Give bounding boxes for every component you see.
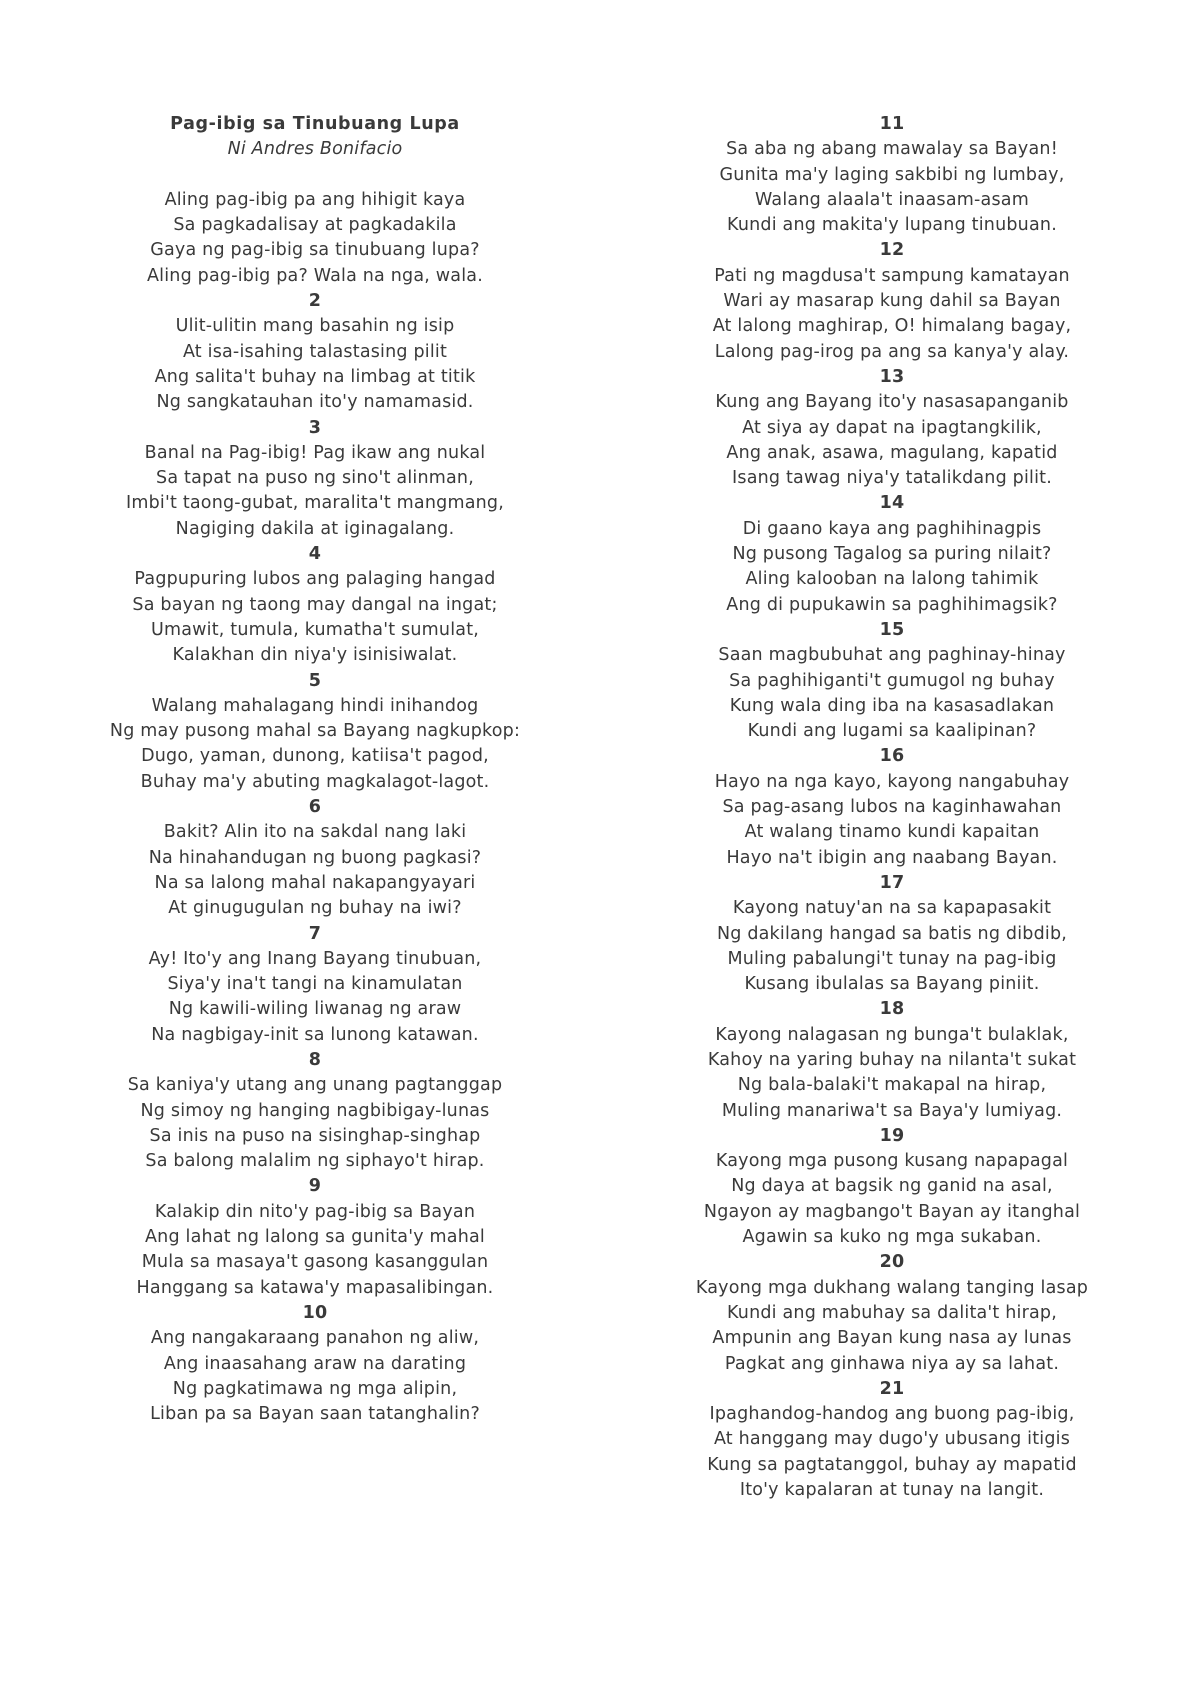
stanza-number: 12 — [879, 240, 905, 261]
poem-line: Ang inaasahang araw na darating — [163, 1353, 467, 1374]
poem-line: Kayong nalagasan ng bunga't bulaklak, — [715, 1024, 1069, 1045]
stanza-number: 20 — [879, 1252, 905, 1273]
stanza — [632, 238, 1152, 364]
stanza — [632, 744, 1152, 870]
poem-line: Kayong natuy'an na sa kapapasakit — [732, 898, 1052, 919]
stanza-number: 5 — [308, 670, 322, 691]
poem-line: Saan magbubuhat ang paghinay-hinay — [718, 645, 1066, 666]
poem-line: At walang tinamo kundi kapaitan — [744, 822, 1040, 843]
stanza-number: 18 — [879, 999, 905, 1020]
stanza — [60, 922, 570, 1048]
poem-line: Dugo, yaman, dunong, katiisa't pagod, — [141, 746, 489, 767]
poem-line: Agawin sa kuko ng mga sukaban. — [742, 1227, 1042, 1248]
poem-line: At lalong maghirap, O! himalang bagay, — [712, 316, 1072, 337]
stanza — [60, 795, 570, 921]
stanza — [60, 1174, 570, 1300]
stanza — [60, 289, 570, 415]
poem-line: At hanggang may dugo'y ubusang itigis — [713, 1429, 1071, 1450]
poem-line: Ampunin ang Bayan kung nasa ay lunas — [712, 1328, 1072, 1349]
stanza — [60, 669, 570, 795]
stanza-number: 8 — [308, 1049, 322, 1070]
poem-line: Isang tawag niya'y tatalikdang pilit. — [732, 468, 1052, 489]
poem-line: Pagpupuring lubos ang palaging hangad — [134, 569, 496, 590]
stanza-number: 14 — [879, 493, 905, 514]
poem-line: Wari ay masarap kung dahil sa Bayan — [723, 291, 1061, 312]
left-column — [60, 112, 570, 1427]
poem-line: Imbi't taong-gubat, maralita't mangmang, — [126, 493, 504, 514]
poem-line: Hayo na't ibigin ang naabang Bayan. — [726, 847, 1058, 868]
poem-line: Ng pusong Tagalog sa puring nilait? — [732, 544, 1052, 565]
stanzas-left — [60, 188, 570, 1428]
stanza-number: 13 — [879, 366, 905, 387]
poem-line: Ang anak, asawa, magulang, kapatid — [726, 442, 1058, 463]
poem-line: Ito'y kapalaran at tunay na langit. — [739, 1480, 1045, 1501]
poem-line: Sa pag-asang lubos na kaginhawahan — [722, 797, 1062, 818]
poem-line: Kundi ang makita'y lupang tinubuan. — [727, 215, 1057, 236]
poem-line: Ipaghandog-handog ang buong pag-ibig, — [709, 1404, 1075, 1425]
poem-line: Aling kalooban na lalong tahimik — [745, 569, 1039, 590]
stanza — [632, 1377, 1152, 1503]
poem-line: Kung sa pagtatanggol, buhay ay mapatid — [707, 1454, 1077, 1475]
poem-line: Na nagbigay-init sa lunong katawan. — [151, 1024, 479, 1045]
stanza — [632, 112, 1152, 238]
stanza — [632, 997, 1152, 1123]
poem-line: Ngayon ay magbango't Bayan ay itanghal — [703, 1201, 1081, 1222]
poem-line: Sa kaniya'y utang ang unang pagtanggap — [127, 1075, 503, 1096]
stanza-number: 21 — [879, 1378, 905, 1399]
poem-line: Ng simoy ng hanging nagbibigay-lunas — [140, 1100, 490, 1121]
poem-line: Na hinahandugan ng buong pagkasi? — [148, 847, 482, 868]
stanza-number: 4 — [308, 544, 322, 565]
poem-line: Walang alaala't inaasam-asam — [755, 189, 1029, 210]
poem-line: Umawit, tumula, kumatha't sumulat, — [150, 619, 480, 640]
stanza — [60, 188, 570, 289]
poem-line: Sa aba ng abang mawalay sa Bayan! — [726, 139, 1058, 160]
stanza — [60, 416, 570, 542]
stanza — [632, 618, 1152, 744]
poem-line: Kung ang Bayang ito'y nasasapanganib — [715, 392, 1069, 413]
poem-line: Kung wala ding iba na kasasadlakan — [729, 695, 1055, 716]
stanzas-right — [632, 112, 1152, 1503]
stanza-number: 19 — [879, 1125, 905, 1146]
poem-line: Siya'y ina't tangi na kinamulatan — [167, 974, 463, 995]
stanza — [632, 871, 1152, 997]
stanza — [632, 1124, 1152, 1250]
stanza — [632, 491, 1152, 617]
poem-line: Gaya ng pag-ibig sa tinubuang lupa? — [150, 240, 480, 261]
right-column — [632, 112, 1152, 1503]
poem-line: Pagkat ang ginhawa niya ay sa lahat. — [724, 1353, 1060, 1374]
poem-line: Ng dakilang hangad sa batis ng dibdib, — [716, 923, 1068, 944]
stanza — [632, 365, 1152, 491]
poem-line: Kahoy na yaring buhay na nilanta't sukat — [707, 1049, 1077, 1070]
stanza-number: 9 — [308, 1176, 322, 1197]
poem-line: Aling pag-ibig pa? Wala na nga, wala. — [147, 265, 483, 286]
poem-line: Ng daya at bagsik ng ganid na asal, — [731, 1176, 1053, 1197]
poem-line: Ang di pupukawin sa paghihimagsik? — [726, 594, 1058, 615]
poem-line: Sa paghihiganti't gumugol ng buhay — [729, 670, 1055, 691]
poem-line: Ang salita't buhay na limbag at titik — [154, 366, 476, 387]
poem-line: Ng may pusong mahal sa Bayang nagkupkop: — [109, 721, 521, 742]
poem-line: At ginugugulan ng buhay na iwi? — [168, 898, 462, 919]
poem-line: Buhay ma'y abuting magkalagot-lagot. — [140, 771, 490, 792]
poem-line: Ng bala-balaki't makapal na hirap, — [737, 1075, 1047, 1096]
poem-line: At siya ay dapat na ipagtangkilik, — [742, 417, 1042, 438]
stanza — [60, 1048, 570, 1174]
poem-line: Sa inis na puso na sisinghap-singhap — [149, 1125, 481, 1146]
stanza-number: 10 — [302, 1302, 328, 1323]
poem-line: Mula sa masaya't gasong kasanggulan — [141, 1252, 489, 1273]
poem-line: Aling pag-ibig pa ang hihigit kaya — [164, 189, 466, 210]
poem-line: Bakit? Alin ito na sakdal nang laki — [163, 822, 467, 843]
poem-line: Ng pagkatimawa ng mga alipin, — [172, 1378, 458, 1399]
poem-line: Walang mahalagang hindi inihandog — [151, 695, 479, 716]
poem-line: Sa bayan ng taong may dangal na ingat; — [132, 594, 498, 615]
poem-line: Di gaano kaya ang paghihinagpis — [742, 518, 1042, 539]
title-spacer — [60, 163, 570, 188]
poem-line: Sa pagkadalisay at pagkadakila — [173, 215, 457, 236]
poem-line: Kalakhan din niya'y isinisiwalat. — [172, 645, 458, 666]
stanza-number: 17 — [879, 872, 905, 893]
poem-line: Muling pabalungi't tunay na pag-ibig — [727, 948, 1057, 969]
stanza-number: 7 — [308, 923, 322, 944]
poem-line: Ay! Ito'y ang Inang Bayang tinubuan, — [148, 948, 482, 969]
poem-line: Nagiging dakila at iginagalang. — [175, 518, 455, 539]
poem-line: Ang lahat ng lalong sa gunita'y mahal — [145, 1227, 485, 1248]
poem-line: Sa balong malalim ng siphayo't hirap. — [145, 1151, 485, 1172]
poem-line: Lalong pag-irog pa ang sa kanya'y alay. — [714, 341, 1070, 362]
poem-line: Na sa lalong mahal nakapangyayari — [154, 872, 476, 893]
stanza-number: 16 — [879, 746, 905, 767]
poem-line: Sa tapat na puso ng sino't alinman, — [156, 468, 474, 489]
stanza — [60, 542, 570, 668]
poem-line: Ng sangkatauhan ito'y namamasid. — [156, 392, 474, 413]
poem-line: Kundi ang mabuhay sa dalita't hirap, — [726, 1302, 1058, 1323]
poem-author: Ni Andres Bonifacio — [227, 139, 403, 160]
poem-line: Hayo na nga kayo, kayong nangabuhay — [714, 771, 1070, 792]
poem-line: Ang nangakaraang panahon ng aliw, — [150, 1328, 480, 1349]
poem-line: Kalakip din nito'y pag-ibig sa Bayan — [154, 1201, 476, 1222]
poem-line: At isa-isahing talastasing pilit — [182, 341, 448, 362]
poem-title: Pag-ibig sa Tinubuang Lupa — [170, 114, 460, 134]
poem-line: Liban pa sa Bayan saan tatanghalin? — [150, 1404, 480, 1425]
poem-line: Gunita ma'y laging sakbibi ng lumbay, — [719, 164, 1065, 185]
poem-line: Muling manariwa't sa Baya'y lumiyag. — [721, 1100, 1063, 1121]
poem-line: Ng kawili-wiling liwanag ng araw — [168, 999, 462, 1020]
stanza-number: 11 — [879, 114, 905, 134]
stanza-number: 3 — [308, 417, 322, 438]
stanza — [632, 1250, 1152, 1376]
stanza-number: 2 — [308, 291, 322, 312]
poem-line: Ulit-ulitin mang basahin ng isip — [175, 316, 455, 337]
poem-line: Kayong mga dukhang walang tanging lasap — [695, 1277, 1089, 1298]
poem-line: Hanggang sa katawa'y mapasalibingan. — [136, 1277, 494, 1298]
stanza-number: 6 — [308, 797, 322, 818]
stanza — [60, 1301, 570, 1427]
poem-line: Kusang ibulalas sa Bayang piniit. — [744, 974, 1040, 995]
poem-line: Banal na Pag-ibig! Pag ikaw ang nukal — [144, 442, 486, 463]
stanza-number: 15 — [879, 619, 905, 640]
poem-line: Kundi ang lugami sa kaalipinan? — [747, 721, 1037, 742]
poem-line: Pati ng magdusa't sampung kamatayan — [714, 265, 1070, 286]
poem-line: Kayong mga pusong kusang napapagal — [715, 1151, 1069, 1172]
